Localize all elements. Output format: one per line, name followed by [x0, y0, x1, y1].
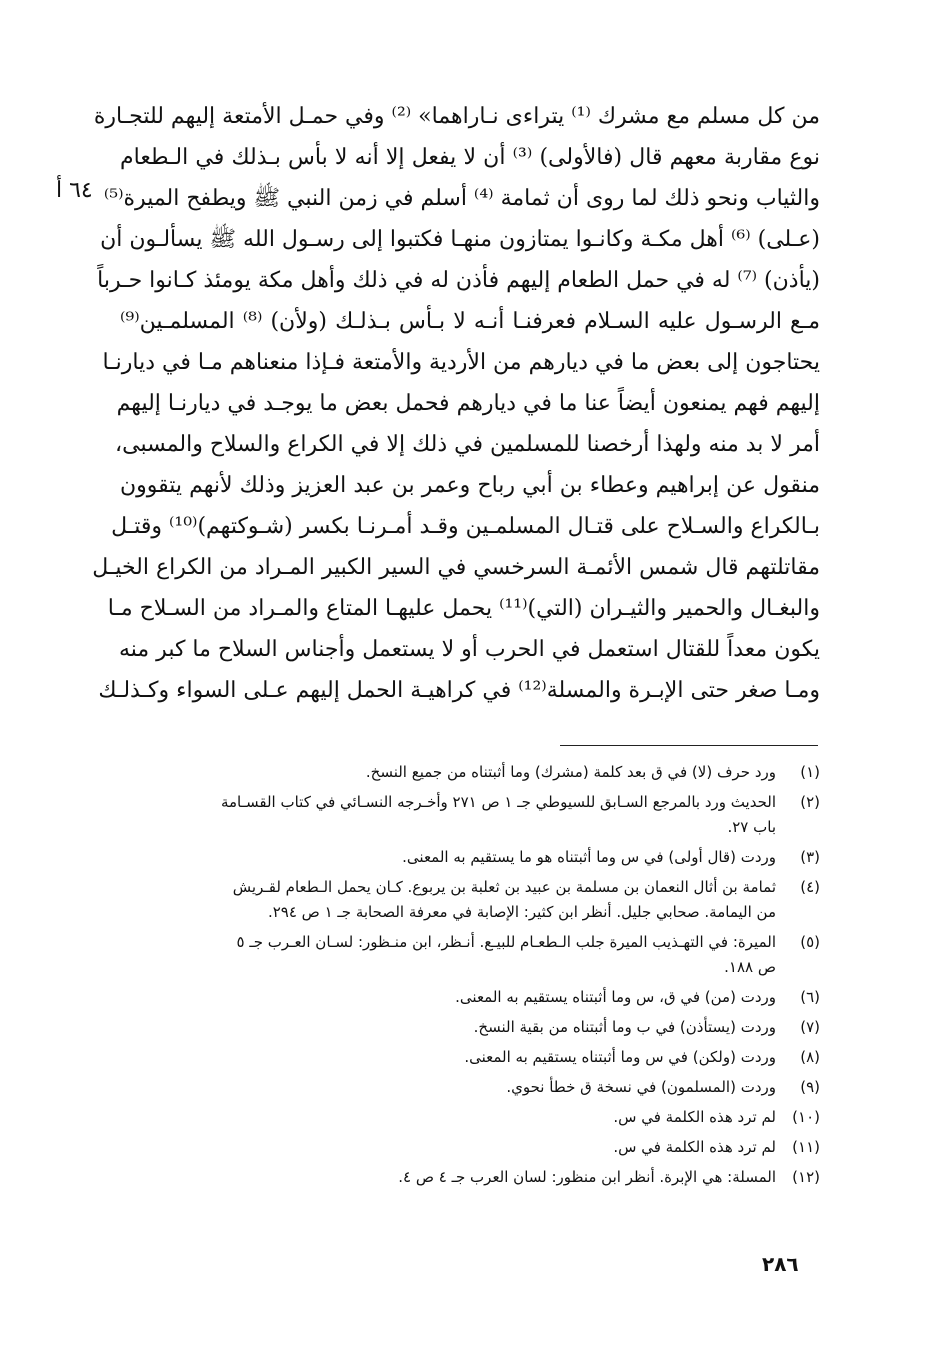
footnote	[120, 790, 820, 840]
main-text-line: والثياب ونحو ذلك لما روى أن ثمامة ⁽⁴⁾ أسلم في زمن النبي ﷺ ويطفح الميرة⁽⁵⁾	[103, 186, 820, 211]
footnote-text	[120, 930, 776, 980]
footnote-text-line: وردت (المسلمون) في نسخة ق خطأ نحوي.	[506, 1078, 776, 1096]
footnote-number: (١٠)	[792, 1108, 820, 1126]
main-text-line: (عـلى) ⁽⁶⁾ أهل مكـة وكانـوا يمتازون منهـا فكتبوا إلى رسـول الله ﷺ يسألـون أن	[100, 227, 820, 252]
footnote-text-line: ص ١٨٨.	[724, 958, 776, 976]
margin-folio-note: ٦٤ أ	[56, 178, 93, 203]
footnote-text-line: الحديث ورد بالمرجع السـابق للسيوطي جـ ١ ص ٢٧١ وأخـرجه النسـائي في كتاب القسـامة	[220, 793, 776, 811]
footnote-text-line: الميرة: في التهـذيب الميرة جلب الـطعـام للبيـع. أنـظر، ابن منـظور: لسـان العـرب جـ ٥	[236, 933, 776, 951]
main-text-line: مقاتلتهم قال شمس الأئمـة السرخسي في السير الكبير المـراد من الكراع الخيـل	[92, 555, 820, 580]
footnote-separator	[560, 745, 818, 746]
footnote-number: (٨)	[800, 1048, 820, 1066]
footnote-text-line: لم ترد هذه الكلمة في س.	[613, 1138, 776, 1156]
footnote-number: (٩)	[800, 1078, 820, 1096]
footnote-text-line: وردت (ولكن) في س وما أثبتناه يستقيم به المعنى.	[464, 1048, 776, 1066]
footnote-number: (١)	[800, 763, 820, 781]
footnote	[120, 985, 820, 1010]
footnote-text-line: ثمامة بن أثال النعمان بن مسلمة بن عبيد بن ثعلبة بن يربوع. كـان يحمل الـطعام لقـريش	[232, 878, 776, 896]
footnote-text-line: لم ترد هذه الكلمة في س.	[613, 1108, 776, 1126]
footnote-text	[120, 1105, 776, 1130]
main-text-line: منقول عن إبراهيم وعطاء بن أبي رباح وعمر بن عبد العزيز وذلك لأنهم يتقوون	[120, 473, 820, 498]
footnote	[120, 1075, 820, 1100]
main-text-line: والبغـال والحمير والثيـران (التي)⁽¹¹⁾ يحمل عليهـا المتاع والمـراد من السـلاح مـا	[107, 596, 820, 621]
footnote-text-line: المسلة: هي الإبرة. أنظر ابن منظور: لسان العرب جـ ٤ ص ٤.	[398, 1168, 776, 1186]
footnote-text	[120, 985, 776, 1010]
footnote-number: (١١)	[792, 1138, 820, 1156]
footnote-text-line: باب ٢٧.	[727, 818, 776, 836]
footnote-text	[120, 1015, 776, 1040]
footnote	[120, 1045, 820, 1070]
footnote	[120, 1135, 820, 1160]
footnotes-block	[120, 760, 820, 1195]
footnote-text	[120, 845, 776, 870]
page-number: ٢٨٦	[762, 1252, 799, 1276]
main-text-line: ومـا صغر حتى الإبـرة والمسلة⁽¹²⁾ في كراهيـة الحمل إليهم عـلى السواء وكـذلـك	[98, 678, 820, 703]
main-text-line: أمر لا بد منه ولهذا أرخصنا للمسلمين في ذلك إلا في الكراع والسلاح والمسبى،	[115, 432, 820, 457]
main-text-line: (يأذن) ⁽⁷⁾ له في حمل الطعام إليهم فأذن له في ذلك وأهل مكة يومئذ كـانوا حـرباً	[97, 268, 820, 293]
main-text-line: يحتاجون إلى بعض ما في ديارهم من الأردية والأمتعة فـإذا منعناهم مـا في ديارنـا	[102, 350, 820, 375]
footnote-text-line: من اليمامة. صحابي جليل. أنظر ابن كثير: الإصابة في معرفة الصحابة جـ ١ ص ٢٩٤.	[267, 903, 776, 921]
main-text-block	[92, 96, 820, 711]
footnote	[120, 845, 820, 870]
footnote-number: (٧)	[800, 1018, 820, 1036]
footnote-text-line: وردت (من) في ق، س وما أثبتناه يستقيم به المعنى.	[455, 988, 776, 1006]
footnote-text	[120, 790, 776, 840]
main-text-line: بـالكراع والسـلاح على قتـال المسلمـين وقـد أمـرنـا بكسر (شـوكتهم)⁽¹⁰⁾ وقتـل	[111, 514, 820, 539]
footnote-text	[120, 760, 776, 785]
main-text-line: إليهم فهم يمنعون أيضاً عنا ما في ديارهم فحمل بعض ما يوجـد في ديارنـا إليهم	[116, 391, 820, 416]
footnote-text	[120, 875, 776, 925]
footnote-number: (٤)	[800, 878, 820, 896]
footnote-text-line: وردت (قال أولى) في س وما أثبتناه هو ما يستقيم به المعنى.	[402, 848, 776, 866]
footnote-text	[120, 1075, 776, 1100]
footnote	[120, 1015, 820, 1040]
footnote-number: (٥)	[800, 933, 820, 951]
footnote	[120, 760, 820, 785]
main-text-line: يكون معداً للقتال استعمل في الحرب أو لا يستعمل وأجناس السلاح ما كبر منه	[118, 637, 820, 662]
footnote-text-line: وردت (يستأذن) في ب وما أثبتناه من بقية النسخ.	[473, 1018, 776, 1036]
footnote	[120, 930, 820, 980]
footnote-text	[120, 1045, 776, 1070]
footnote	[120, 1105, 820, 1130]
footnote-number: (٢)	[800, 793, 820, 811]
footnote-number: (٦)	[800, 988, 820, 1006]
footnote	[120, 1165, 820, 1190]
footnote-text	[120, 1135, 776, 1160]
footnote	[120, 875, 820, 925]
main-text-line: مـع الرسـول عليه السـلام فعرفنـا أنـه لا بـأس بـذلـك (ولأن) ⁽⁸⁾ المسلمـين⁽⁹⁾	[120, 309, 820, 334]
footnote-text-line: ورد حرف (لا) في ق بعد كلمة (مشرك) وما أثبتناه من جميع النسخ.	[365, 763, 776, 781]
main-text-line: من كل مسلم مع مشرك ⁽¹⁾ يتراءى نـاراهما» ⁽²⁾ وفي حمـل الأمتعة إليهم للتجـارة	[93, 104, 820, 129]
footnote-number: (٣)	[800, 848, 820, 866]
footnote-text	[120, 1165, 776, 1190]
main-text-line: نوع مقاربة معهم قال (فالأولى) ⁽³⁾ أن لا يفعل إلا أنه لا بأس بـذلك في الـطعام	[120, 145, 820, 170]
footnote-number: (١٢)	[792, 1168, 820, 1186]
